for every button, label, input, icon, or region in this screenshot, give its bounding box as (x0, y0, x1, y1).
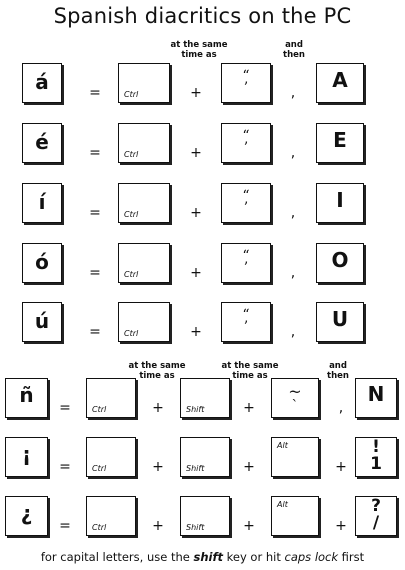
final-top-label: ! (372, 437, 380, 457)
ctrl-key (118, 243, 170, 283)
alt-key (271, 437, 319, 477)
plus-sign: + (190, 205, 202, 221)
plus-sign: + (243, 459, 255, 475)
final-key (355, 437, 397, 477)
final-key (355, 378, 397, 418)
quote-top: “ (242, 188, 250, 204)
caps-lock-word: caps lock (284, 550, 339, 564)
equals-sign: = (89, 324, 101, 340)
accented-key (22, 123, 62, 163)
plus-sign: + (190, 265, 202, 281)
equals-sign: = (89, 85, 101, 101)
letter-label: A (332, 68, 348, 92)
quote-key (221, 302, 271, 342)
header-then-2: and then (327, 361, 349, 381)
ctrl-key (86, 378, 136, 418)
ctrl-label: Ctrl (92, 405, 107, 414)
quote-key (221, 123, 271, 163)
quote-bottom: ’ (243, 80, 249, 96)
special-char-key (5, 437, 48, 477)
plus-sign: + (190, 324, 202, 340)
alt-key (271, 496, 319, 536)
ctrl-key (118, 302, 170, 342)
tilde-mark: ~ (288, 382, 302, 401)
final-top-label: ? (371, 496, 381, 516)
ctrl-label: Ctrl (124, 270, 139, 279)
footer-note: for capital letters, use the shift key or hit caps lock first (40, 550, 365, 564)
plus-sign: + (190, 85, 202, 101)
letter-label: E (333, 128, 347, 152)
equals-sign: = (59, 459, 71, 475)
accented-key (22, 302, 62, 342)
accented-char: í (38, 190, 46, 214)
quote-key (221, 63, 271, 103)
quote-key (221, 183, 271, 223)
header-same-time: at the same time as (170, 40, 228, 60)
special-char: ¡ (21, 442, 32, 466)
quote-top: “ (242, 68, 250, 84)
header-then: and then (283, 40, 305, 60)
shift-key (180, 378, 230, 418)
plus-sign: + (243, 518, 255, 534)
accented-key (22, 243, 62, 283)
page-title: Spanish diacritics on the PC (53, 4, 352, 28)
letter-key (316, 183, 364, 223)
plus-sign: + (152, 400, 164, 416)
accented-char: á (35, 70, 49, 94)
equals-sign: = (89, 265, 101, 281)
quote-key (221, 243, 271, 283)
quote-top: “ (242, 248, 250, 264)
quote-bottom: ’ (243, 319, 249, 335)
equals-sign: = (89, 145, 101, 161)
letter-label: U (331, 307, 349, 331)
ctrl-label: Ctrl (92, 523, 107, 532)
quote-top: “ (242, 128, 250, 144)
shift-label: Shift (186, 523, 205, 532)
tilde-key (271, 378, 319, 418)
ctrl-key (86, 437, 136, 477)
grave-mark: ` (291, 398, 299, 414)
shift-key (180, 437, 230, 477)
ctrl-label: Ctrl (124, 150, 139, 159)
shift-label: Shift (186, 405, 205, 414)
comma-sign: , (290, 85, 296, 101)
special-char: ¿ (20, 501, 33, 525)
alt-label: Alt (277, 500, 288, 509)
comma-sign: , (290, 265, 296, 281)
accented-char: é (35, 130, 49, 154)
shift-word: shift (193, 550, 223, 564)
plus-sign: + (243, 400, 255, 416)
special-char-key (5, 378, 48, 418)
header-same-time-1: at the same time as (128, 361, 186, 381)
equals-sign: = (59, 400, 71, 416)
letter-label: O (331, 248, 349, 272)
letter-label: I (336, 188, 344, 212)
final-bottom-label: / (372, 513, 380, 533)
ctrl-label: Ctrl (124, 210, 139, 219)
comma-sign: , (290, 324, 296, 340)
quote-bottom: ’ (243, 200, 249, 216)
special-char-key (5, 496, 48, 536)
plus-sign: + (152, 459, 164, 475)
equals-sign: = (59, 518, 71, 534)
ctrl-key (118, 63, 170, 103)
quote-bottom: ’ (243, 260, 249, 276)
shift-label: Shift (186, 464, 205, 473)
plus-sign: + (190, 145, 202, 161)
special-char: ñ (19, 383, 34, 407)
plus-sign: + (335, 459, 347, 475)
accented-key (22, 63, 62, 103)
letter-key (316, 302, 364, 342)
ctrl-key (118, 123, 170, 163)
ctrl-label: Ctrl (124, 90, 139, 99)
letter-key (316, 123, 364, 163)
final-key (355, 496, 397, 536)
final-bottom-label: 1 (370, 454, 382, 474)
comma-sign: , (290, 205, 296, 221)
accented-char: ó (35, 250, 49, 274)
header-same-time-2: at the same time as (221, 361, 279, 381)
comma-sign: , (338, 400, 344, 416)
shift-key (180, 496, 230, 536)
accented-key (22, 183, 62, 223)
comma-sign: , (290, 145, 296, 161)
ctrl-label: Ctrl (92, 464, 107, 473)
plus-sign: + (335, 518, 347, 534)
quote-bottom: ’ (243, 140, 249, 156)
letter-key (316, 243, 364, 283)
plus-sign: + (152, 518, 164, 534)
final-label: N (367, 382, 385, 406)
accented-char: ú (34, 309, 50, 333)
ctrl-label: Ctrl (124, 329, 139, 338)
equals-sign: = (89, 205, 101, 221)
ctrl-key (118, 183, 170, 223)
quote-top: “ (242, 307, 250, 323)
letter-key (316, 63, 364, 103)
ctrl-key (86, 496, 136, 536)
alt-label: Alt (277, 441, 288, 450)
